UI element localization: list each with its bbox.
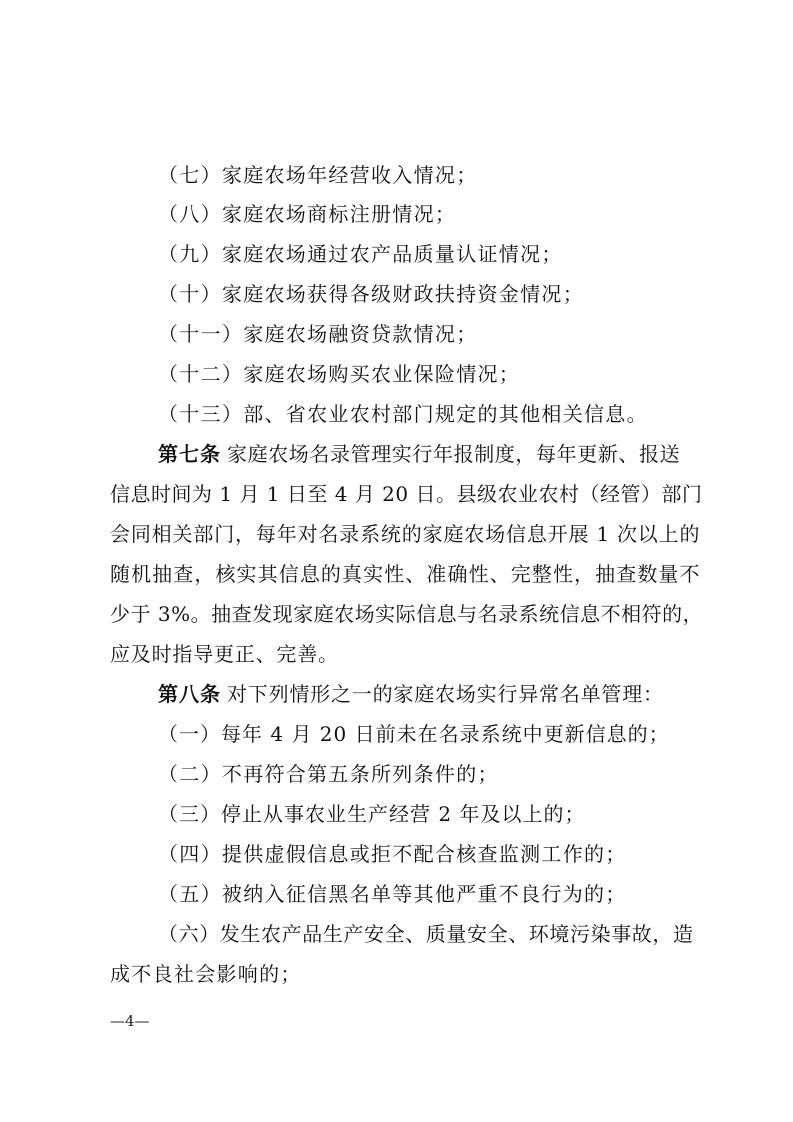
article-7-line: 信息时间为 1 月 1 日至 4 月 20 日。县级农业农村（经管）部门 bbox=[110, 482, 703, 506]
article-7-first-line bbox=[158, 442, 680, 466]
article-8-item-1: （一）每年 4 月 20 日前未在名录系统中更新信息的； bbox=[158, 722, 670, 746]
list-item-12: （十二）家庭农场购买农业保险情况； bbox=[158, 362, 521, 386]
list-item-10: （十）家庭农场获得各级财政扶持资金情况； bbox=[158, 282, 584, 306]
article-7-label: 第七条 bbox=[158, 442, 221, 466]
list-item-7: （七）家庭农场年经营收入情况； bbox=[158, 163, 478, 187]
article-8-item-6-cont: 成不良社会影响的； bbox=[110, 962, 302, 986]
article-7-line: 随机抽查，核实其信息的真实性、准确性、完整性，抽查数量不 bbox=[110, 562, 700, 586]
article-7-line: 应及时指导更正、完善。 bbox=[110, 642, 339, 666]
article-8-item-2: （二）不再符合第五条所列条件的； bbox=[158, 762, 499, 786]
list-item-9: （九）家庭农场通过农产品质量认证情况； bbox=[158, 242, 563, 266]
article-8-item-3: （三）停止从事农业生产经营 2 年及以上的； bbox=[158, 802, 586, 826]
list-item-11: （十一）家庭农场融资贷款情况； bbox=[158, 322, 478, 346]
article-8-item-4: （四）提供虚假信息或拒不配合核查监测工作的； bbox=[158, 842, 627, 866]
article-8-first-line bbox=[158, 682, 664, 706]
page-number: —4— bbox=[110, 1012, 150, 1030]
article-7-text: 家庭农场名录管理实行年报制度，每年更新、报送 bbox=[227, 442, 681, 466]
article-8-item-6: （六）发生农产品生产安全、质量安全、环境污染事故，造 bbox=[158, 922, 694, 946]
list-item-13: （十三）部、省农业农村部门规定的其他相关信息。 bbox=[158, 402, 648, 426]
article-7-line: 会同相关部门，每年对名录系统的家庭农场信息开展 1 次以上的 bbox=[110, 522, 700, 546]
list-item-8: （八）家庭农场商标注册情况； bbox=[158, 202, 457, 226]
article-8-intro: 对下列情形之一的家庭农场实行异常名单管理： bbox=[227, 682, 664, 706]
article-8-item-5: （五）被纳入征信黑名单等其他严重不良行为的； bbox=[158, 882, 627, 906]
article-7-line: 少于 3%。抽查发现家庭农场实际信息与名录系统信息不相符的， bbox=[110, 602, 704, 626]
article-8-label: 第八条 bbox=[158, 682, 221, 706]
